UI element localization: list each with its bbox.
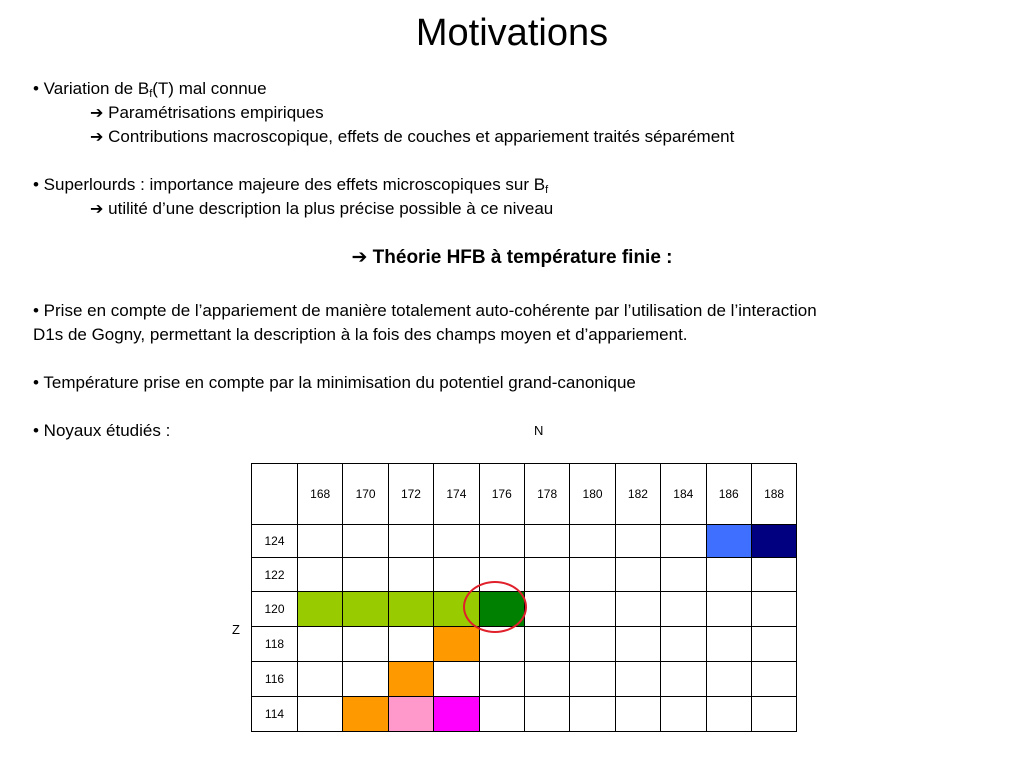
nucleus-cell [706, 662, 751, 697]
sub-bullet-contributions [90, 126, 734, 148]
n-header-cell: 184 [661, 464, 706, 525]
n-header-cell: 188 [751, 464, 796, 525]
z-header-cell: 122 [252, 558, 298, 592]
nucleus-cell [661, 662, 706, 697]
bullet-variation [33, 78, 267, 105]
nucleus-cell-studied [298, 592, 343, 627]
nucleus-cell [524, 697, 569, 732]
nucleus-cell [570, 558, 615, 592]
nucleus-cell [706, 697, 751, 732]
z-header-cell: 114 [252, 697, 298, 732]
z-header-cell: 118 [252, 627, 298, 662]
nucleus-cell [343, 558, 388, 592]
nucleus-cell [706, 558, 751, 592]
nucleus-cell [524, 558, 569, 592]
subscript-f: f [149, 88, 153, 100]
arrow-icon: ➔ [90, 127, 104, 146]
nucleus-cell [343, 662, 388, 697]
arrow-icon: ➔ [90, 103, 104, 122]
n-axis-label: N [534, 423, 544, 438]
bullet-temperature: • Température prise en compte par la minimisation du potentiel grand-canonique [33, 373, 636, 392]
nucleus-cell-studied [343, 697, 388, 732]
sub-bullet-utilite [90, 198, 553, 220]
bullet-appariement-line1: • Prise en compte de l’appariement de manière totalement auto-cohérente par l’utilisation de l’interaction [33, 301, 817, 320]
bullet-superlourds [33, 174, 548, 201]
table-row [252, 558, 797, 592]
sub-bullet-text: Contributions macroscopique, effets de couches et appariement traités séparément [108, 127, 735, 146]
nucleus-cell [298, 525, 343, 558]
arrow-icon: ➔ [351, 246, 368, 268]
nucleus-cell [706, 627, 751, 662]
nucleus-cell [751, 627, 796, 662]
nucleus-cell [388, 558, 433, 592]
n-header-cell: 172 [388, 464, 433, 525]
nucleus-cell [570, 697, 615, 732]
sub-bullet-text: utilité d’une description la plus précise possible à ce niveau [108, 199, 554, 218]
nucleus-cell-studied [706, 525, 751, 558]
nucleus-cell [661, 627, 706, 662]
sub-bullet-text: Paramétrisations empiriques [108, 103, 324, 122]
n-header-cell: 174 [434, 464, 479, 525]
nucleus-cell [524, 592, 569, 627]
nucleus-cell [388, 627, 433, 662]
nucleus-cell [615, 627, 660, 662]
nucleus-cell [343, 627, 388, 662]
nucleus-cell-studied [388, 592, 433, 627]
nucleus-cell [661, 525, 706, 558]
bullet-variation-text-pre: • Variation de B [33, 79, 150, 98]
z-header-cell: 124 [252, 525, 298, 558]
bullet-superlourds-text: • Superlourds : importance majeure des effets microscopiques sur B [33, 175, 546, 194]
nucleus-cell [298, 627, 343, 662]
nucleus-cell [479, 525, 524, 558]
nucleus-cell [524, 627, 569, 662]
table-row [252, 662, 797, 697]
n-header-cell: 168 [298, 464, 343, 525]
nucleus-cell-studied [388, 662, 433, 697]
nucleus-cell [570, 525, 615, 558]
nucleus-cell [661, 592, 706, 627]
n-header-cell: 180 [570, 464, 615, 525]
nucleus-cell-studied [434, 697, 479, 732]
slide-title: Motivations [415, 12, 609, 54]
nucleus-cell-studied [343, 592, 388, 627]
z-axis-label: Z [232, 622, 240, 637]
nucleus-cell [434, 525, 479, 558]
nucleus-cell [298, 697, 343, 732]
nucleus-cell [751, 558, 796, 592]
nucleus-cell [388, 525, 433, 558]
nucleus-cell [298, 558, 343, 592]
bullet-appariement-line2: D1s de Gogny, permettant la description à la fois des champs moyen et d’appariement. [33, 325, 688, 344]
n-header-cell: 178 [524, 464, 569, 525]
arrow-icon: ➔ [90, 199, 104, 218]
highlight-circle [463, 581, 527, 633]
sub-bullet-parametrisations [90, 102, 324, 124]
nucleus-cell [434, 662, 479, 697]
nucleus-cell-studied [434, 627, 479, 662]
nucleus-cell [434, 558, 479, 592]
hfb-heading-text: Théorie HFB à température finie : [372, 247, 673, 268]
nucleus-cell [524, 662, 569, 697]
table-row [252, 697, 797, 732]
nucleus-cell [570, 592, 615, 627]
nucleus-cell [298, 662, 343, 697]
nucleus-cell [570, 662, 615, 697]
bullet-noyaux: • Noyaux étudiés : [33, 421, 171, 440]
nucleus-cell [706, 592, 751, 627]
n-header-cell: 182 [615, 464, 660, 525]
nucleus-cell [615, 592, 660, 627]
z-header-cell: 120 [252, 592, 298, 627]
nucleus-cell [751, 662, 796, 697]
nucleus-cell [751, 592, 796, 627]
n-header-cell: 176 [479, 464, 524, 525]
nucleus-cell [751, 697, 796, 732]
nucleus-cell [615, 662, 660, 697]
n-header-cell: 170 [343, 464, 388, 525]
nucleus-cell [615, 525, 660, 558]
hfb-heading [0, 246, 1024, 269]
table-row [252, 525, 797, 558]
nucleus-cell [479, 662, 524, 697]
corner-cell [252, 464, 298, 525]
nucleus-cell [570, 627, 615, 662]
bullet-variation-text-post: (T) mal connue [152, 79, 267, 98]
nucleus-cell [479, 697, 524, 732]
nucleus-cell [615, 558, 660, 592]
nucleus-cell-studied [751, 525, 796, 558]
nucleus-cell-studied [388, 697, 433, 732]
subscript-f: f [545, 184, 549, 196]
nucleus-cell [524, 525, 569, 558]
n-header-row [252, 464, 797, 525]
table-row [252, 627, 797, 662]
z-header-cell: 116 [252, 662, 298, 697]
n-header-cell: 186 [706, 464, 751, 525]
nucleus-cell [661, 697, 706, 732]
nucleus-cell [343, 525, 388, 558]
nucleus-cell [661, 558, 706, 592]
nucleus-cell [615, 697, 660, 732]
